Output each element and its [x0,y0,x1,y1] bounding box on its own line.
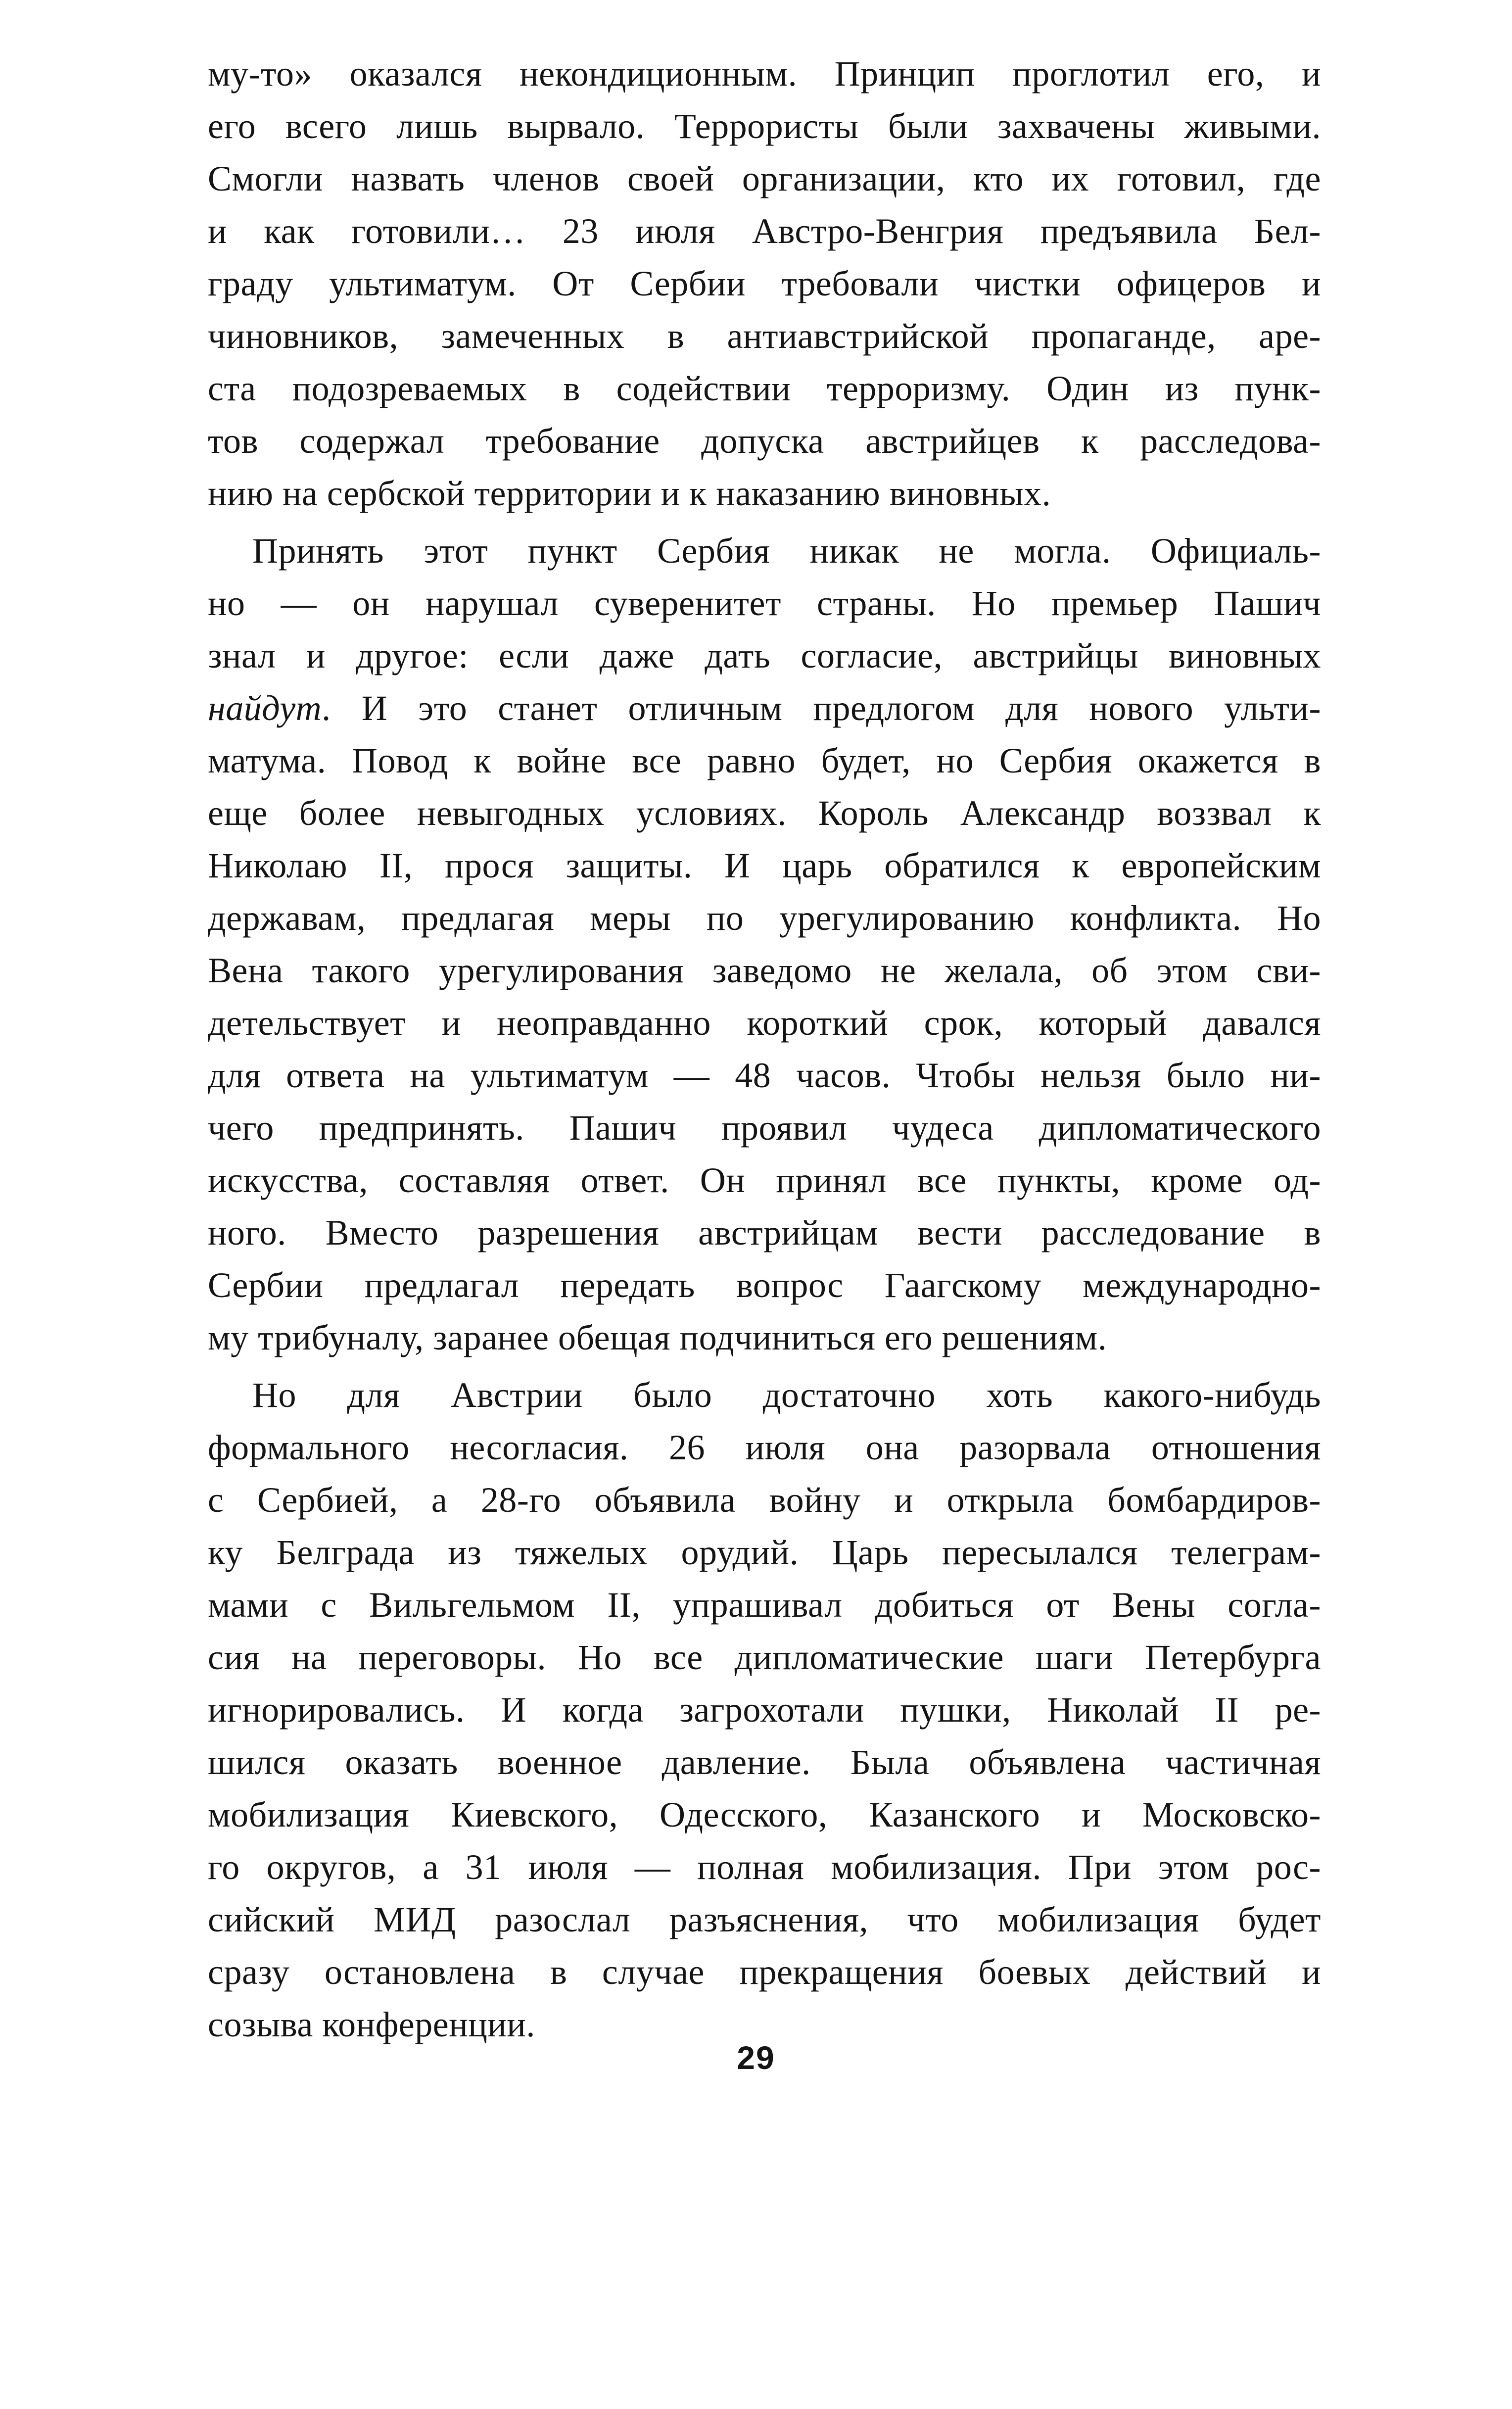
text-line: граду ультиматум. От Сербии требовали чистки офицеров и [208,264,1321,303]
paragraph-1 [208,48,1321,520]
text-line: найдут. И это станет отличным предлогом для нового ульти- [208,688,1321,728]
text-line: формального несогласия. 26 июля она разорвала отношения [208,1428,1321,1467]
text-line: знал и другое: если даже дать согласие, австрийцы виновных [208,636,1321,675]
text-line: тов содержал требование допуска австрийцев к расследова- [208,421,1321,461]
text-line: Принять этот пункт Сербия никак не могла. Официаль- [252,531,1321,571]
text-line: сразу остановлена в случае прекращения боевых действий и [208,1952,1321,1992]
text-line: шился оказать военное давление. Была объявлена частичная [208,1742,1321,1782]
text-line: ста подозреваемых в содействии терроризму. Один из пунк- [208,369,1321,408]
page-number: 29 [737,2039,775,2076]
text-line: сийский МИД разослал разъяснения, что мобилизация будет [208,1900,1321,1939]
text-line: го округов, а 31 июля — полная мобилизация. При этом рос- [208,1847,1321,1887]
text-line: Николаю II, прося защиты. И царь обратился к европейским [208,846,1321,885]
text-line: нию на сербской территории и к наказанию виновных. [208,474,1051,513]
text-line: чиновников, замеченных в антиавстрийской пропаганде, аре- [208,316,1321,356]
text-line: сия на переговоры. Но все дипломатические шаги Петербурга [208,1638,1321,1677]
text-line: ного. Вместо разрешения австрийцам вести расследование в [208,1213,1321,1253]
text-line: Но для Австрии было достаточно хоть какого-нибудь [252,1375,1321,1415]
text-line: игнорировались. И когда загрохотали пушки, Николай II ре- [208,1690,1321,1730]
text-line: детельствует и неоправданно короткий срок, который давался [208,1003,1321,1043]
text-line: Сербии предлагал передать вопрос Гаагскому международно- [208,1265,1321,1305]
text-line: для ответа на ультиматум — 48 часов. Чтобы нельзя было ни- [208,1056,1321,1095]
text-line: державам, предлагая меры по урегулированию конфликта. Но [208,898,1321,938]
emphasized-word: найдут [208,688,322,728]
text-line: матума. Повод к войне все равно будет, но Сербия окажется в [208,741,1321,780]
text-line: мобилизация Киевского, Одесского, Казанского и Московско- [208,1795,1321,1834]
paragraph-2 [208,525,1321,1364]
text-line: искусства, составляя ответ. Он принял все пункты, кроме од- [208,1160,1321,1200]
text-line: и как готовили… 23 июля Австро-Венгрия предъявила Бел- [208,211,1321,251]
book-page [208,48,1321,2051]
text-line: Вена такого урегулирования заведомо не желала, об этом сви- [208,951,1321,990]
text-line: му-то» оказался некондиционным. Принцип проглотил его, и [208,54,1321,94]
text-line: му трибуналу, заранее обещая подчиниться его решениям. [208,1318,1107,1357]
text-line: ку Белграда из тяжелых орудий. Царь пересылался телеграм- [208,1533,1321,1572]
text-line: Смогли назвать членов своей организации, кто их готовил, где [208,159,1321,198]
text-line: с Сербией, а 28-го объявила войну и открыла бомбардиров- [208,1480,1321,1520]
paragraph-3 [208,1369,1321,2051]
text-line: его всего лишь вырвало. Террористы были захвачены живыми. [208,106,1321,146]
text-line: созыва конференции. [208,2005,535,2044]
text-line: но — он нарушал суверенитет страны. Но премьер Пашич [208,583,1321,623]
text-line: мами с Вильгельмом II, упрашивал добиться от Вены согла- [208,1585,1321,1625]
text-line: еще более невыгодных условиях. Король Александр воззвал к [208,793,1321,833]
text-line: чего предпринять. Пашич проявил чудеса дипломатического [208,1108,1321,1148]
